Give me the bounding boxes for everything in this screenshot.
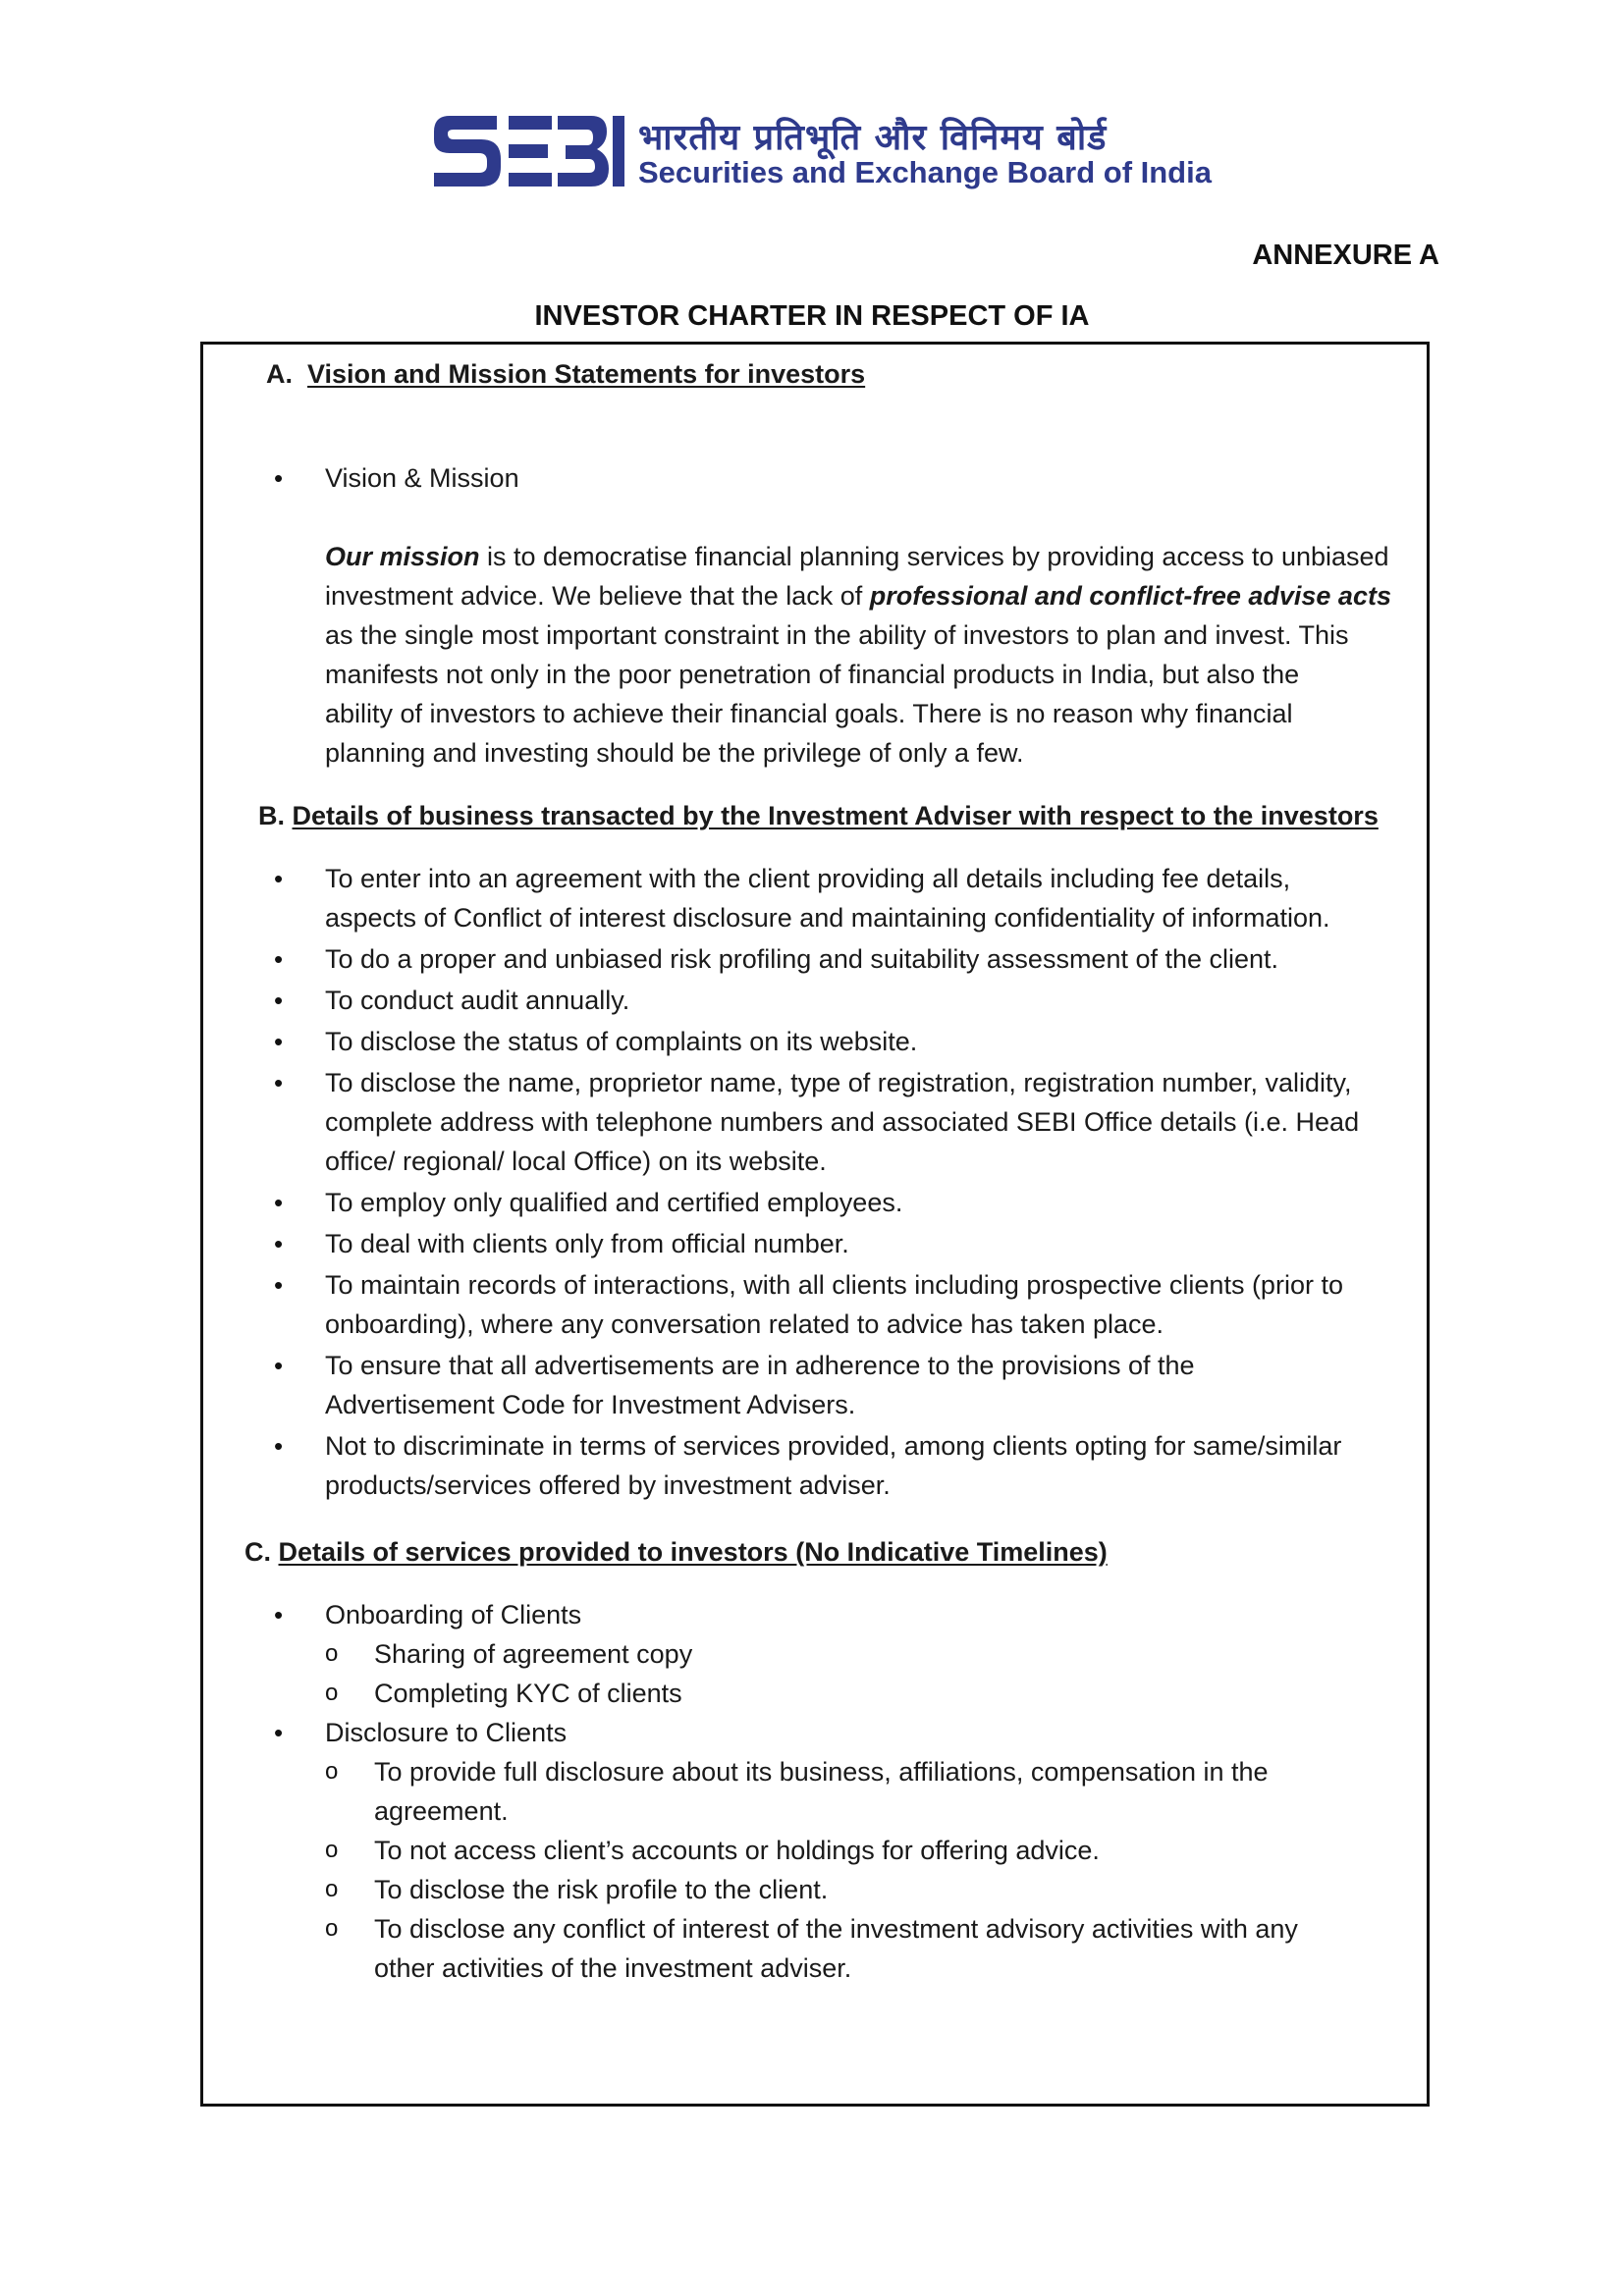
section-a-heading	[266, 354, 865, 394]
sub-list-item: To provide full disclosure about its business, affiliations, compensation in the	[374, 1757, 1269, 1787]
sebi-logo-mark	[428, 110, 624, 192]
mission-line-1-rest: is to democratise financial planning services by providing access to unbiased	[479, 542, 1389, 571]
list-item: To employ only qualified and certified employees.	[325, 1188, 903, 1217]
mission-line-2-pre: investment advice. We believe that the lack of	[325, 581, 870, 611]
section-c-heading	[244, 1532, 1108, 1572]
mission-line-4: manifests not only in the poor penetration of financial products in India, but also the	[325, 660, 1300, 689]
bullet-glyph: •	[274, 1068, 284, 1097]
vision-mission-item: Vision & Mission	[325, 463, 519, 493]
list-item: To disclose the name, proprietor name, type of registration, registration number, validity,	[325, 1068, 1352, 1097]
list-item: To ensure that all advertisements are in adherence to the provisions of the	[325, 1351, 1195, 1380]
bullet-glyph: •	[274, 1718, 284, 1747]
list-item: To deal with clients only from official number.	[325, 1229, 849, 1258]
list-item-cont: onboarding), where any conversation related to advice has taken place.	[325, 1309, 1164, 1339]
mission-emphasis: Our mission	[325, 542, 480, 571]
bullet-glyph: •	[274, 1188, 284, 1217]
mission-line-2	[325, 576, 1391, 615]
list-item-cont: products/services offered by investment adviser.	[325, 1470, 891, 1500]
sub-bullet-glyph: o	[325, 1915, 339, 1942]
mission-line-2-emphasis: professional and conflict-free advise acts	[869, 581, 1391, 611]
sub-bullet-glyph: o	[325, 1837, 339, 1863]
sub-bullet-glyph: o	[325, 1640, 339, 1667]
sub-bullet-glyph: o	[325, 1680, 339, 1706]
annexure-label: ANNEXURE A	[1252, 240, 1439, 271]
list-item: To maintain records of interactions, with all clients including prospective clients (prior to	[325, 1270, 1343, 1300]
mission-line-5: ability of investors to achieve their financial goals. There is no reason why financial	[325, 699, 1293, 728]
section-a-title: Vision and Mission Statements for investors	[307, 359, 866, 389]
bullet-glyph: •	[274, 463, 284, 493]
list-item-cont: aspects of Conflict of interest disclosure and maintaining confidentiality of information.	[325, 903, 1330, 933]
mission-line-6: planning and investing should be the privilege of only a few.	[325, 738, 1024, 768]
list-item: Not to discriminate in terms of services provided, among clients opting for same/similar	[325, 1431, 1342, 1461]
sub-list-item: Sharing of agreement copy	[374, 1639, 693, 1669]
mission-line-3: as the single most important constraint in the ability of investors to plan and invest. This	[325, 620, 1349, 650]
sub-list-item: To disclose the risk profile to the client.	[374, 1875, 829, 1904]
sub-list-item-cont: agreement.	[374, 1796, 509, 1826]
list-item: To enter into an agreement with the client providing all details including fee details,	[325, 864, 1291, 893]
bullet-glyph: •	[274, 1229, 284, 1258]
document-title: INVESTOR CHARTER IN RESPECT OF IA	[534, 300, 1090, 332]
mission-line-1	[325, 537, 1389, 576]
list-item: Disclosure to Clients	[325, 1718, 568, 1747]
list-item-cont: Advertisement Code for Investment Advisers.	[325, 1390, 856, 1419]
bullet-glyph: •	[274, 944, 284, 974]
sub-bullet-glyph: o	[325, 1876, 339, 1902]
bullet-glyph: •	[274, 1431, 284, 1461]
sub-bullet-glyph: o	[325, 1758, 339, 1785]
list-item: To do a proper and unbiased risk profiling and suitability assessment of the client.	[325, 944, 1279, 974]
bullet-glyph: •	[274, 1027, 284, 1056]
section-c-title: Details of services provided to investors (No Indicative Timelines)	[278, 1537, 1108, 1567]
logo-hindi-text: भारतीय प्रतिभूति और विनिमय बोर्ड	[638, 118, 1108, 158]
list-item: To conduct audit annually.	[325, 986, 630, 1015]
section-a-letter: A.	[266, 359, 293, 389]
bullet-glyph: •	[274, 986, 284, 1015]
sub-list-item: Completing KYC of clients	[374, 1679, 682, 1708]
bullet-glyph: •	[274, 864, 284, 893]
section-b-letter: B.	[258, 801, 285, 830]
section-b-heading	[258, 796, 1379, 835]
sub-list-item: To disclose any conflict of interest of the investment advisory activities with any	[374, 1914, 1298, 1944]
list-item: Onboarding of Clients	[325, 1600, 582, 1629]
sub-list-item-cont: other activities of the investment adviser.	[374, 1953, 852, 1983]
section-c-letter: C.	[244, 1537, 271, 1567]
list-item-cont: office/ regional/ local Office) on its website.	[325, 1147, 827, 1176]
bullet-glyph: •	[274, 1351, 284, 1380]
section-b-title: Details of business transacted by the Investment Adviser with respect to the investors	[292, 801, 1379, 830]
logo-english-text: Securities and Exchange Board of India	[638, 155, 1212, 189]
bullet-glyph: •	[274, 1270, 284, 1300]
bullet-glyph: •	[274, 1600, 284, 1629]
list-item-cont: complete address with telephone numbers and associated SEBI Office details (i.e. Head	[325, 1107, 1360, 1137]
charter-box	[200, 342, 1430, 2107]
sebi-logo	[428, 106, 1214, 192]
sub-list-item: To not access client’s accounts or holdings for offering advice.	[374, 1836, 1100, 1865]
list-item: To disclose the status of complaints on its website.	[325, 1027, 918, 1056]
